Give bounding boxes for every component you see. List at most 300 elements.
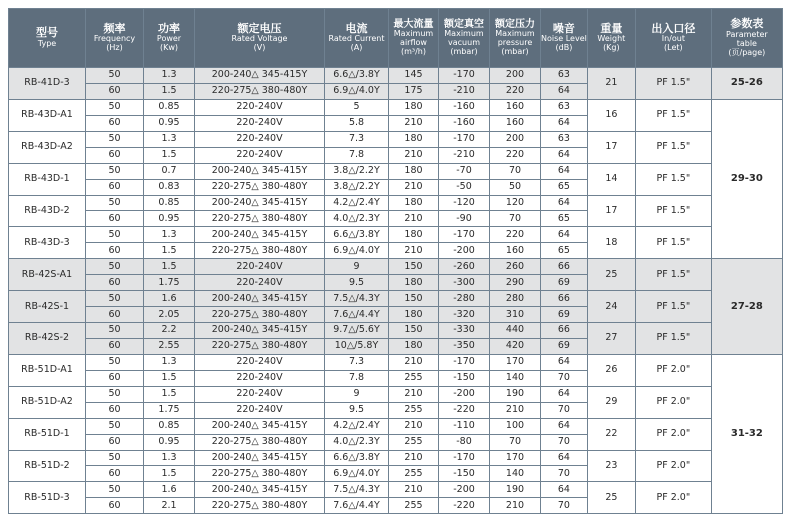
- airflow-cell: 150: [389, 291, 439, 307]
- pressure-cell: 260: [490, 259, 541, 275]
- airflow-cell: 210: [389, 418, 439, 434]
- vacuum-cell: -170: [439, 354, 490, 370]
- power-cell: 2.05: [144, 307, 195, 323]
- voltage-cell: 200-240△ 345-415Y: [195, 482, 325, 498]
- voltage-cell: 200-240△ 345-415Y: [195, 323, 325, 339]
- voltage-cell: 220-240V: [195, 259, 325, 275]
- power-cell: 1.3: [144, 227, 195, 243]
- vacuum-cell: -170: [439, 450, 490, 466]
- power-cell: 0.85: [144, 195, 195, 211]
- frequency-cell: 60: [86, 434, 144, 450]
- vacuum-cell: -80: [439, 434, 490, 450]
- pressure-cell: 280: [490, 291, 541, 307]
- col-inout: 出入口径 In/out (Let): [635, 9, 711, 68]
- voltage-cell: 200-240△ 345-415Y: [195, 227, 325, 243]
- power-cell: 0.95: [144, 115, 195, 131]
- param-page-cell: 29-30: [711, 99, 782, 258]
- current-cell: 9: [325, 386, 389, 402]
- weight-cell: 25: [587, 259, 635, 291]
- vacuum-cell: -350: [439, 338, 490, 354]
- port-cell: PF 1.5": [635, 163, 711, 195]
- current-cell: 7.3: [325, 354, 389, 370]
- table-row: [9, 131, 783, 147]
- power-cell: 1.3: [144, 450, 195, 466]
- power-cell: 1.6: [144, 482, 195, 498]
- vacuum-cell: -200: [439, 386, 490, 402]
- power-cell: 0.7: [144, 163, 195, 179]
- vacuum-cell: -170: [439, 227, 490, 243]
- current-cell: 6.9△/4.0Y: [325, 243, 389, 259]
- power-cell: 0.95: [144, 434, 195, 450]
- frequency-cell: 50: [86, 68, 144, 84]
- noise-cell: 69: [541, 338, 588, 354]
- col-param: 参数表 Parameter table (页/page): [711, 9, 782, 68]
- frequency-cell: 50: [86, 99, 144, 115]
- power-cell: 1.5: [144, 259, 195, 275]
- param-page-cell: 27-28: [711, 259, 782, 355]
- voltage-cell: 220-275△ 380-480Y: [195, 211, 325, 227]
- power-cell: 1.3: [144, 354, 195, 370]
- airflow-cell: 255: [389, 370, 439, 386]
- noise-cell: 66: [541, 291, 588, 307]
- pressure-cell: 70: [490, 434, 541, 450]
- param-page-cell: 31-32: [711, 354, 782, 513]
- port-cell: PF 2.0": [635, 450, 711, 482]
- power-cell: 1.6: [144, 291, 195, 307]
- weight-cell: 17: [587, 131, 635, 163]
- vacuum-cell: -160: [439, 99, 490, 115]
- vacuum-cell: -160: [439, 115, 490, 131]
- voltage-cell: 220-275△ 380-480Y: [195, 434, 325, 450]
- spec-sheet: [8, 8, 783, 514]
- frequency-cell: 60: [86, 243, 144, 259]
- noise-cell: 65: [541, 179, 588, 195]
- weight-cell: 27: [587, 323, 635, 355]
- power-cell: 1.5: [144, 466, 195, 482]
- pressure-cell: 290: [490, 275, 541, 291]
- vacuum-cell: -110: [439, 418, 490, 434]
- vacuum-cell: -50: [439, 179, 490, 195]
- airflow-cell: 210: [389, 211, 439, 227]
- port-cell: PF 1.5": [635, 131, 711, 163]
- model-cell: RB-51D-2: [9, 450, 86, 482]
- power-cell: 0.95: [144, 211, 195, 227]
- pressure-cell: 200: [490, 131, 541, 147]
- weight-cell: 22: [587, 418, 635, 450]
- airflow-cell: 210: [389, 147, 439, 163]
- noise-cell: 64: [541, 83, 588, 99]
- vacuum-cell: -280: [439, 291, 490, 307]
- table-row: [9, 163, 783, 179]
- current-cell: 4.0△/2.3Y: [325, 211, 389, 227]
- current-cell: 3.8△/2.2Y: [325, 163, 389, 179]
- airflow-cell: 180: [389, 195, 439, 211]
- pressure-cell: 70: [490, 211, 541, 227]
- vacuum-cell: -150: [439, 370, 490, 386]
- power-cell: 1.75: [144, 402, 195, 418]
- frequency-cell: 60: [86, 179, 144, 195]
- model-cell: RB-42S-1: [9, 291, 86, 323]
- noise-cell: 63: [541, 99, 588, 115]
- pressure-cell: 420: [490, 338, 541, 354]
- frequency-cell: 60: [86, 402, 144, 418]
- airflow-cell: 210: [389, 243, 439, 259]
- voltage-cell: 220-275△ 380-480Y: [195, 307, 325, 323]
- pressure-cell: 200: [490, 68, 541, 84]
- voltage-cell: 220-240V: [195, 386, 325, 402]
- airflow-cell: 180: [389, 227, 439, 243]
- pressure-cell: 190: [490, 386, 541, 402]
- power-cell: 1.5: [144, 243, 195, 259]
- pressure-cell: 190: [490, 482, 541, 498]
- noise-cell: 63: [541, 68, 588, 84]
- model-cell: RB-43D-A2: [9, 131, 86, 163]
- pressure-cell: 140: [490, 370, 541, 386]
- port-cell: PF 2.0": [635, 354, 711, 386]
- noise-cell: 70: [541, 498, 588, 514]
- airflow-cell: 180: [389, 307, 439, 323]
- current-cell: 4.0△/2.3Y: [325, 434, 389, 450]
- col-current: 电流 Rated Current (A): [325, 9, 389, 68]
- frequency-cell: 60: [86, 115, 144, 131]
- frequency-cell: 50: [86, 195, 144, 211]
- current-cell: 9.5: [325, 275, 389, 291]
- current-cell: 7.5△/4.3Y: [325, 291, 389, 307]
- model-cell: RB-51D-A2: [9, 386, 86, 418]
- frequency-cell: 50: [86, 227, 144, 243]
- airflow-cell: 175: [389, 83, 439, 99]
- vacuum-cell: -320: [439, 307, 490, 323]
- noise-cell: 64: [541, 386, 588, 402]
- current-cell: 7.6△/4.4Y: [325, 498, 389, 514]
- noise-cell: 64: [541, 450, 588, 466]
- noise-cell: 64: [541, 227, 588, 243]
- power-cell: 1.5: [144, 83, 195, 99]
- frequency-cell: 60: [86, 338, 144, 354]
- frequency-cell: 60: [86, 498, 144, 514]
- col-power: 功率 Power (Kw): [144, 9, 195, 68]
- pressure-cell: 170: [490, 450, 541, 466]
- airflow-cell: 210: [389, 450, 439, 466]
- pressure-cell: 160: [490, 243, 541, 259]
- frequency-cell: 50: [86, 131, 144, 147]
- table-row: [9, 291, 783, 307]
- noise-cell: 65: [541, 211, 588, 227]
- current-cell: 9: [325, 259, 389, 275]
- airflow-cell: 255: [389, 402, 439, 418]
- table-row: [9, 418, 783, 434]
- vacuum-cell: -300: [439, 275, 490, 291]
- port-cell: PF 1.5": [635, 323, 711, 355]
- col-noise: 噪音 Noise Level (dB): [541, 9, 588, 68]
- airflow-cell: 210: [389, 386, 439, 402]
- airflow-cell: 255: [389, 498, 439, 514]
- power-cell: 2.1: [144, 498, 195, 514]
- voltage-cell: 220-240V: [195, 131, 325, 147]
- model-cell: RB-51D-1: [9, 418, 86, 450]
- model-cell: RB-51D-A1: [9, 354, 86, 386]
- airflow-cell: 210: [389, 354, 439, 370]
- pressure-cell: 100: [490, 418, 541, 434]
- airflow-cell: 150: [389, 323, 439, 339]
- current-cell: 9.7△/5.6Y: [325, 323, 389, 339]
- power-cell: 0.85: [144, 99, 195, 115]
- power-cell: 0.85: [144, 418, 195, 434]
- vacuum-cell: -70: [439, 163, 490, 179]
- airflow-cell: 255: [389, 434, 439, 450]
- current-cell: 7.5△/4.3Y: [325, 482, 389, 498]
- noise-cell: 69: [541, 275, 588, 291]
- current-cell: 7.8: [325, 147, 389, 163]
- pressure-cell: 220: [490, 147, 541, 163]
- vacuum-cell: -260: [439, 259, 490, 275]
- airflow-cell: 150: [389, 259, 439, 275]
- power-cell: 1.5: [144, 386, 195, 402]
- col-airflow: 最大流量 Maximum airflow (m³/h): [389, 9, 439, 68]
- weight-cell: 16: [587, 99, 635, 131]
- voltage-cell: 200-240△ 345-415Y: [195, 418, 325, 434]
- voltage-cell: 200-240△ 345-415Y: [195, 291, 325, 307]
- frequency-cell: 50: [86, 354, 144, 370]
- airflow-cell: 255: [389, 466, 439, 482]
- port-cell: PF 1.5": [635, 291, 711, 323]
- frequency-cell: 50: [86, 482, 144, 498]
- weight-cell: 24: [587, 291, 635, 323]
- table-row: [9, 195, 783, 211]
- noise-cell: 70: [541, 434, 588, 450]
- frequency-cell: 60: [86, 275, 144, 291]
- current-cell: 9.5: [325, 402, 389, 418]
- power-cell: 2.2: [144, 323, 195, 339]
- voltage-cell: 220-240V: [195, 354, 325, 370]
- weight-cell: 26: [587, 354, 635, 386]
- weight-cell: 14: [587, 163, 635, 195]
- noise-cell: 64: [541, 115, 588, 131]
- model-cell: RB-42S-2: [9, 323, 86, 355]
- noise-cell: 64: [541, 163, 588, 179]
- pressure-cell: 220: [490, 227, 541, 243]
- table-row: [9, 323, 783, 339]
- current-cell: 3.8△/2.2Y: [325, 179, 389, 195]
- current-cell: 6.9△/4.0Y: [325, 83, 389, 99]
- vacuum-cell: -220: [439, 402, 490, 418]
- model-cell: RB-43D-2: [9, 195, 86, 227]
- frequency-cell: 50: [86, 163, 144, 179]
- table-header: [9, 9, 783, 68]
- port-cell: PF 1.5": [635, 68, 711, 100]
- pressure-cell: 310: [490, 307, 541, 323]
- table-row: [9, 386, 783, 402]
- model-cell: RB-43D-3: [9, 227, 86, 259]
- noise-cell: 70: [541, 466, 588, 482]
- pressure-cell: 70: [490, 163, 541, 179]
- noise-cell: 69: [541, 307, 588, 323]
- voltage-cell: 220-240V: [195, 115, 325, 131]
- voltage-cell: 200-240△ 345-415Y: [195, 68, 325, 84]
- table-row: [9, 99, 783, 115]
- port-cell: PF 1.5": [635, 195, 711, 227]
- vacuum-cell: -120: [439, 195, 490, 211]
- noise-cell: 66: [541, 323, 588, 339]
- airflow-cell: 180: [389, 163, 439, 179]
- voltage-cell: 220-275△ 380-480Y: [195, 83, 325, 99]
- table-row: [9, 482, 783, 498]
- frequency-cell: 60: [86, 211, 144, 227]
- current-cell: 5: [325, 99, 389, 115]
- pressure-cell: 140: [490, 466, 541, 482]
- frequency-cell: 50: [86, 386, 144, 402]
- current-cell: 6.6△/3.8Y: [325, 227, 389, 243]
- pressure-cell: 440: [490, 323, 541, 339]
- pressure-cell: 160: [490, 99, 541, 115]
- col-vacuum: 额定真空 Maximum vacuum (mbar): [439, 9, 490, 68]
- voltage-cell: 220-275△ 380-480Y: [195, 179, 325, 195]
- table-row: [9, 450, 783, 466]
- table-body: [9, 68, 783, 514]
- col-pressure: 额定压力 Maximum pressure (mbar): [490, 9, 541, 68]
- current-cell: 7.8: [325, 370, 389, 386]
- noise-cell: 64: [541, 482, 588, 498]
- frequency-cell: 50: [86, 450, 144, 466]
- voltage-cell: 220-275△ 380-480Y: [195, 338, 325, 354]
- weight-cell: 18: [587, 227, 635, 259]
- airflow-cell: 210: [389, 115, 439, 131]
- spec-table: [8, 8, 783, 514]
- voltage-cell: 200-240△ 345-415Y: [195, 450, 325, 466]
- port-cell: PF 1.5": [635, 99, 711, 131]
- pressure-cell: 170: [490, 354, 541, 370]
- voltage-cell: 220-240V: [195, 99, 325, 115]
- weight-cell: 29: [587, 386, 635, 418]
- noise-cell: 64: [541, 195, 588, 211]
- noise-cell: 66: [541, 259, 588, 275]
- voltage-cell: 200-240△ 345-415Y: [195, 195, 325, 211]
- frequency-cell: 50: [86, 418, 144, 434]
- col-frequency: 频率 Frequency (Hz): [86, 9, 144, 68]
- frequency-cell: 50: [86, 259, 144, 275]
- power-cell: 0.83: [144, 179, 195, 195]
- power-cell: 1.3: [144, 68, 195, 84]
- table-row: [9, 227, 783, 243]
- noise-cell: 70: [541, 402, 588, 418]
- vacuum-cell: -90: [439, 211, 490, 227]
- model-cell: RB-43D-1: [9, 163, 86, 195]
- frequency-cell: 60: [86, 147, 144, 163]
- airflow-cell: 180: [389, 131, 439, 147]
- vacuum-cell: -330: [439, 323, 490, 339]
- col-model: 型号 Type: [9, 9, 86, 68]
- noise-cell: 70: [541, 370, 588, 386]
- pressure-cell: 210: [490, 498, 541, 514]
- table-row: [9, 68, 783, 84]
- vacuum-cell: -170: [439, 68, 490, 84]
- noise-cell: 64: [541, 354, 588, 370]
- port-cell: PF 2.0": [635, 418, 711, 450]
- current-cell: 4.2△/2.4Y: [325, 195, 389, 211]
- weight-cell: 23: [587, 450, 635, 482]
- noise-cell: 65: [541, 243, 588, 259]
- model-cell: RB-51D-3: [9, 482, 86, 514]
- frequency-cell: 50: [86, 291, 144, 307]
- voltage-cell: 220-240V: [195, 402, 325, 418]
- airflow-cell: 210: [389, 179, 439, 195]
- current-cell: 6.9△/4.0Y: [325, 466, 389, 482]
- weight-cell: 21: [587, 68, 635, 100]
- airflow-cell: 145: [389, 68, 439, 84]
- port-cell: PF 2.0": [635, 386, 711, 418]
- pressure-cell: 210: [490, 402, 541, 418]
- vacuum-cell: -170: [439, 131, 490, 147]
- noise-cell: 63: [541, 131, 588, 147]
- airflow-cell: 180: [389, 99, 439, 115]
- power-cell: 1.5: [144, 147, 195, 163]
- frequency-cell: 60: [86, 466, 144, 482]
- power-cell: 1.75: [144, 275, 195, 291]
- vacuum-cell: -210: [439, 147, 490, 163]
- col-weight: 重量 Weight (Kg): [587, 9, 635, 68]
- port-cell: PF 2.0": [635, 482, 711, 514]
- noise-cell: 64: [541, 147, 588, 163]
- frequency-cell: 50: [86, 323, 144, 339]
- pressure-cell: 220: [490, 83, 541, 99]
- current-cell: 5.8: [325, 115, 389, 131]
- col-voltage: 额定电压 Rated Voltage (V): [195, 9, 325, 68]
- vacuum-cell: -200: [439, 243, 490, 259]
- table-row: [9, 354, 783, 370]
- param-page-cell: 25-26: [711, 68, 782, 100]
- voltage-cell: 220-275△ 380-480Y: [195, 243, 325, 259]
- voltage-cell: 200-240△ 345-415Y: [195, 163, 325, 179]
- frequency-cell: 60: [86, 370, 144, 386]
- port-cell: PF 1.5": [635, 259, 711, 291]
- table-row: [9, 259, 783, 275]
- pressure-cell: 120: [490, 195, 541, 211]
- voltage-cell: 220-275△ 380-480Y: [195, 498, 325, 514]
- vacuum-cell: -220: [439, 498, 490, 514]
- current-cell: 6.6△/3.8Y: [325, 450, 389, 466]
- voltage-cell: 220-240V: [195, 147, 325, 163]
- voltage-cell: 220-275△ 380-480Y: [195, 466, 325, 482]
- airflow-cell: 180: [389, 275, 439, 291]
- model-cell: RB-41D-3: [9, 68, 86, 100]
- vacuum-cell: -200: [439, 482, 490, 498]
- frequency-cell: 60: [86, 307, 144, 323]
- power-cell: 2.55: [144, 338, 195, 354]
- power-cell: 1.3: [144, 131, 195, 147]
- weight-cell: 17: [587, 195, 635, 227]
- frequency-cell: 60: [86, 83, 144, 99]
- port-cell: PF 1.5": [635, 227, 711, 259]
- current-cell: 4.2△/2.4Y: [325, 418, 389, 434]
- pressure-cell: 50: [490, 179, 541, 195]
- noise-cell: 64: [541, 418, 588, 434]
- current-cell: 10△/5.8Y: [325, 338, 389, 354]
- model-cell: RB-42S-A1: [9, 259, 86, 291]
- vacuum-cell: -210: [439, 83, 490, 99]
- weight-cell: 25: [587, 482, 635, 514]
- power-cell: 1.5: [144, 370, 195, 386]
- current-cell: 6.6△/3.8Y: [325, 68, 389, 84]
- airflow-cell: 180: [389, 338, 439, 354]
- pressure-cell: 160: [490, 115, 541, 131]
- voltage-cell: 220-240V: [195, 370, 325, 386]
- airflow-cell: 210: [389, 482, 439, 498]
- voltage-cell: 220-240V: [195, 275, 325, 291]
- model-cell: RB-43D-A1: [9, 99, 86, 131]
- current-cell: 7.6△/4.4Y: [325, 307, 389, 323]
- current-cell: 7.3: [325, 131, 389, 147]
- vacuum-cell: -150: [439, 466, 490, 482]
